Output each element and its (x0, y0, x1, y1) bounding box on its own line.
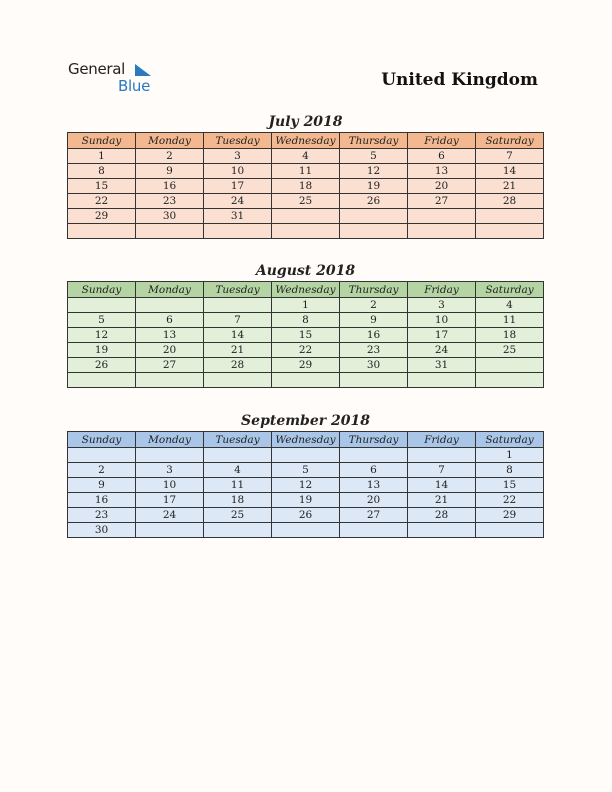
day-cell (136, 523, 204, 538)
weekday-header: Monday (136, 133, 204, 149)
weekday-header: Tuesday (204, 282, 272, 298)
day-cell (476, 373, 544, 388)
calendar-table (67, 431, 544, 538)
day-cell: 5 (272, 463, 340, 478)
day-cell: 23 (136, 194, 204, 209)
week-row (68, 328, 544, 343)
day-cell: 11 (476, 313, 544, 328)
day-cell: 26 (272, 508, 340, 523)
day-cell: 12 (68, 328, 136, 343)
weekday-header: Friday (408, 282, 476, 298)
day-cell: 24 (136, 508, 204, 523)
day-cell: 26 (68, 358, 136, 373)
week-row (68, 313, 544, 328)
day-cell: 13 (408, 164, 476, 179)
day-cell: 25 (204, 508, 272, 523)
day-cell: 16 (136, 179, 204, 194)
day-cell: 18 (204, 493, 272, 508)
week-row (68, 343, 544, 358)
month-title: September 2018 (241, 413, 370, 429)
day-cell (204, 373, 272, 388)
day-cell (340, 373, 408, 388)
week-row (68, 194, 544, 209)
day-cell: 21 (476, 179, 544, 194)
weekday-header: Wednesday (272, 432, 340, 448)
week-row (68, 463, 544, 478)
day-cell: 8 (476, 463, 544, 478)
weekday-header: Tuesday (204, 133, 272, 149)
day-cell: 13 (136, 328, 204, 343)
weekday-header: Saturday (476, 432, 544, 448)
day-cell (476, 358, 544, 373)
day-cell: 19 (340, 179, 408, 194)
day-cell (204, 523, 272, 538)
day-cell: 22 (272, 343, 340, 358)
day-cell (204, 298, 272, 313)
day-cell: 20 (136, 343, 204, 358)
day-cell: 14 (204, 328, 272, 343)
week-row (68, 373, 544, 388)
day-cell: 22 (68, 194, 136, 209)
day-cell: 17 (408, 328, 476, 343)
day-cell: 9 (68, 478, 136, 493)
day-cell: 31 (408, 358, 476, 373)
day-cell (272, 224, 340, 239)
day-cell: 21 (408, 493, 476, 508)
month-title: August 2018 (255, 263, 356, 279)
day-cell (476, 523, 544, 538)
day-cell: 27 (136, 358, 204, 373)
day-cell: 6 (408, 149, 476, 164)
day-cell: 29 (272, 358, 340, 373)
weekday-header: Sunday (68, 432, 136, 448)
day-cell: 28 (476, 194, 544, 209)
day-cell: 22 (476, 493, 544, 508)
day-cell: 5 (68, 313, 136, 328)
day-cell: 18 (272, 179, 340, 194)
day-cell: 1 (476, 448, 544, 463)
month-jul (67, 112, 544, 239)
week-row (68, 224, 544, 239)
week-row (68, 149, 544, 164)
day-cell: 28 (408, 508, 476, 523)
day-cell: 29 (68, 209, 136, 224)
day-cell: 4 (204, 463, 272, 478)
weekday-header: Wednesday (272, 282, 340, 298)
generalblue-logo (68, 60, 168, 96)
calendar-table (67, 132, 544, 239)
day-cell (136, 298, 204, 313)
day-cell (204, 224, 272, 239)
weekday-header: Thursday (340, 282, 408, 298)
logo-flag-icon (133, 62, 153, 78)
day-cell: 13 (340, 478, 408, 493)
day-cell: 25 (272, 194, 340, 209)
day-cell: 15 (476, 478, 544, 493)
week-row (68, 164, 544, 179)
day-cell: 1 (68, 149, 136, 164)
weekday-header: Monday (136, 282, 204, 298)
weekday-header: Sunday (68, 133, 136, 149)
weekday-header: Thursday (340, 133, 408, 149)
day-cell (136, 373, 204, 388)
day-cell: 4 (272, 149, 340, 164)
day-cell: 20 (340, 493, 408, 508)
day-cell (408, 224, 476, 239)
day-cell: 14 (476, 164, 544, 179)
day-cell: 2 (340, 298, 408, 313)
day-cell: 28 (204, 358, 272, 373)
day-cell: 3 (136, 463, 204, 478)
day-cell: 6 (340, 463, 408, 478)
day-cell: 3 (204, 149, 272, 164)
weekday-header: Monday (136, 432, 204, 448)
weekday-header-row (68, 282, 544, 298)
day-cell: 10 (204, 164, 272, 179)
day-cell: 16 (340, 328, 408, 343)
week-row (68, 298, 544, 313)
day-cell (408, 448, 476, 463)
day-cell: 17 (136, 493, 204, 508)
day-cell (476, 209, 544, 224)
day-cell: 10 (136, 478, 204, 493)
week-row (68, 179, 544, 194)
day-cell (68, 373, 136, 388)
day-cell: 25 (476, 343, 544, 358)
country-title: United Kingdom (381, 70, 538, 90)
day-cell: 20 (408, 179, 476, 194)
weekday-header: Tuesday (204, 432, 272, 448)
day-cell: 7 (204, 313, 272, 328)
day-cell: 31 (204, 209, 272, 224)
weekday-header: Friday (408, 133, 476, 149)
month-title: July 2018 (268, 114, 343, 130)
day-cell: 3 (408, 298, 476, 313)
day-cell (340, 209, 408, 224)
day-cell (136, 448, 204, 463)
day-cell: 19 (272, 493, 340, 508)
day-cell: 27 (340, 508, 408, 523)
day-cell (476, 224, 544, 239)
day-cell (136, 224, 204, 239)
day-cell: 30 (340, 358, 408, 373)
week-row (68, 493, 544, 508)
day-cell: 30 (136, 209, 204, 224)
day-cell (340, 523, 408, 538)
week-row (68, 358, 544, 373)
day-cell: 11 (204, 478, 272, 493)
day-cell: 21 (204, 343, 272, 358)
day-cell: 17 (204, 179, 272, 194)
day-cell: 30 (68, 523, 136, 538)
weekday-header: Sunday (68, 282, 136, 298)
day-cell: 2 (136, 149, 204, 164)
day-cell (68, 224, 136, 239)
calendar-table (67, 281, 544, 388)
week-row (68, 209, 544, 224)
day-cell: 2 (68, 463, 136, 478)
day-cell (408, 373, 476, 388)
day-cell: 24 (408, 343, 476, 358)
day-cell: 19 (68, 343, 136, 358)
month-aug (67, 261, 544, 388)
weekday-header-row (68, 432, 544, 448)
day-cell (408, 209, 476, 224)
day-cell: 24 (204, 194, 272, 209)
day-cell: 16 (68, 493, 136, 508)
day-cell: 11 (272, 164, 340, 179)
week-row (68, 508, 544, 523)
day-cell (68, 448, 136, 463)
day-cell: 10 (408, 313, 476, 328)
day-cell (272, 373, 340, 388)
month-sep (67, 411, 544, 538)
day-cell (272, 523, 340, 538)
day-cell: 15 (272, 328, 340, 343)
day-cell: 9 (340, 313, 408, 328)
week-row (68, 523, 544, 538)
day-cell: 12 (340, 164, 408, 179)
day-cell: 5 (340, 149, 408, 164)
weekday-header: Friday (408, 432, 476, 448)
day-cell: 12 (272, 478, 340, 493)
weekday-header: Thursday (340, 432, 408, 448)
logo-text-general: General (68, 60, 126, 78)
day-cell: 23 (68, 508, 136, 523)
day-cell (272, 209, 340, 224)
day-cell: 29 (476, 508, 544, 523)
week-row (68, 448, 544, 463)
day-cell: 26 (340, 194, 408, 209)
day-cell (68, 298, 136, 313)
day-cell: 8 (272, 313, 340, 328)
week-row (68, 478, 544, 493)
day-cell (340, 224, 408, 239)
weekday-header: Saturday (476, 133, 544, 149)
day-cell (204, 448, 272, 463)
day-cell: 14 (408, 478, 476, 493)
day-cell: 18 (476, 328, 544, 343)
weekday-header-row (68, 133, 544, 149)
day-cell: 27 (408, 194, 476, 209)
weekday-header: Wednesday (272, 133, 340, 149)
day-cell: 7 (408, 463, 476, 478)
weekday-header: Saturday (476, 282, 544, 298)
day-cell (340, 448, 408, 463)
logo-text-blue: Blue (118, 77, 150, 95)
day-cell: 1 (272, 298, 340, 313)
day-cell: 23 (340, 343, 408, 358)
day-cell: 9 (136, 164, 204, 179)
day-cell: 15 (68, 179, 136, 194)
day-cell: 6 (136, 313, 204, 328)
day-cell: 4 (476, 298, 544, 313)
day-cell: 8 (68, 164, 136, 179)
day-cell (272, 448, 340, 463)
day-cell: 7 (476, 149, 544, 164)
day-cell (408, 523, 476, 538)
